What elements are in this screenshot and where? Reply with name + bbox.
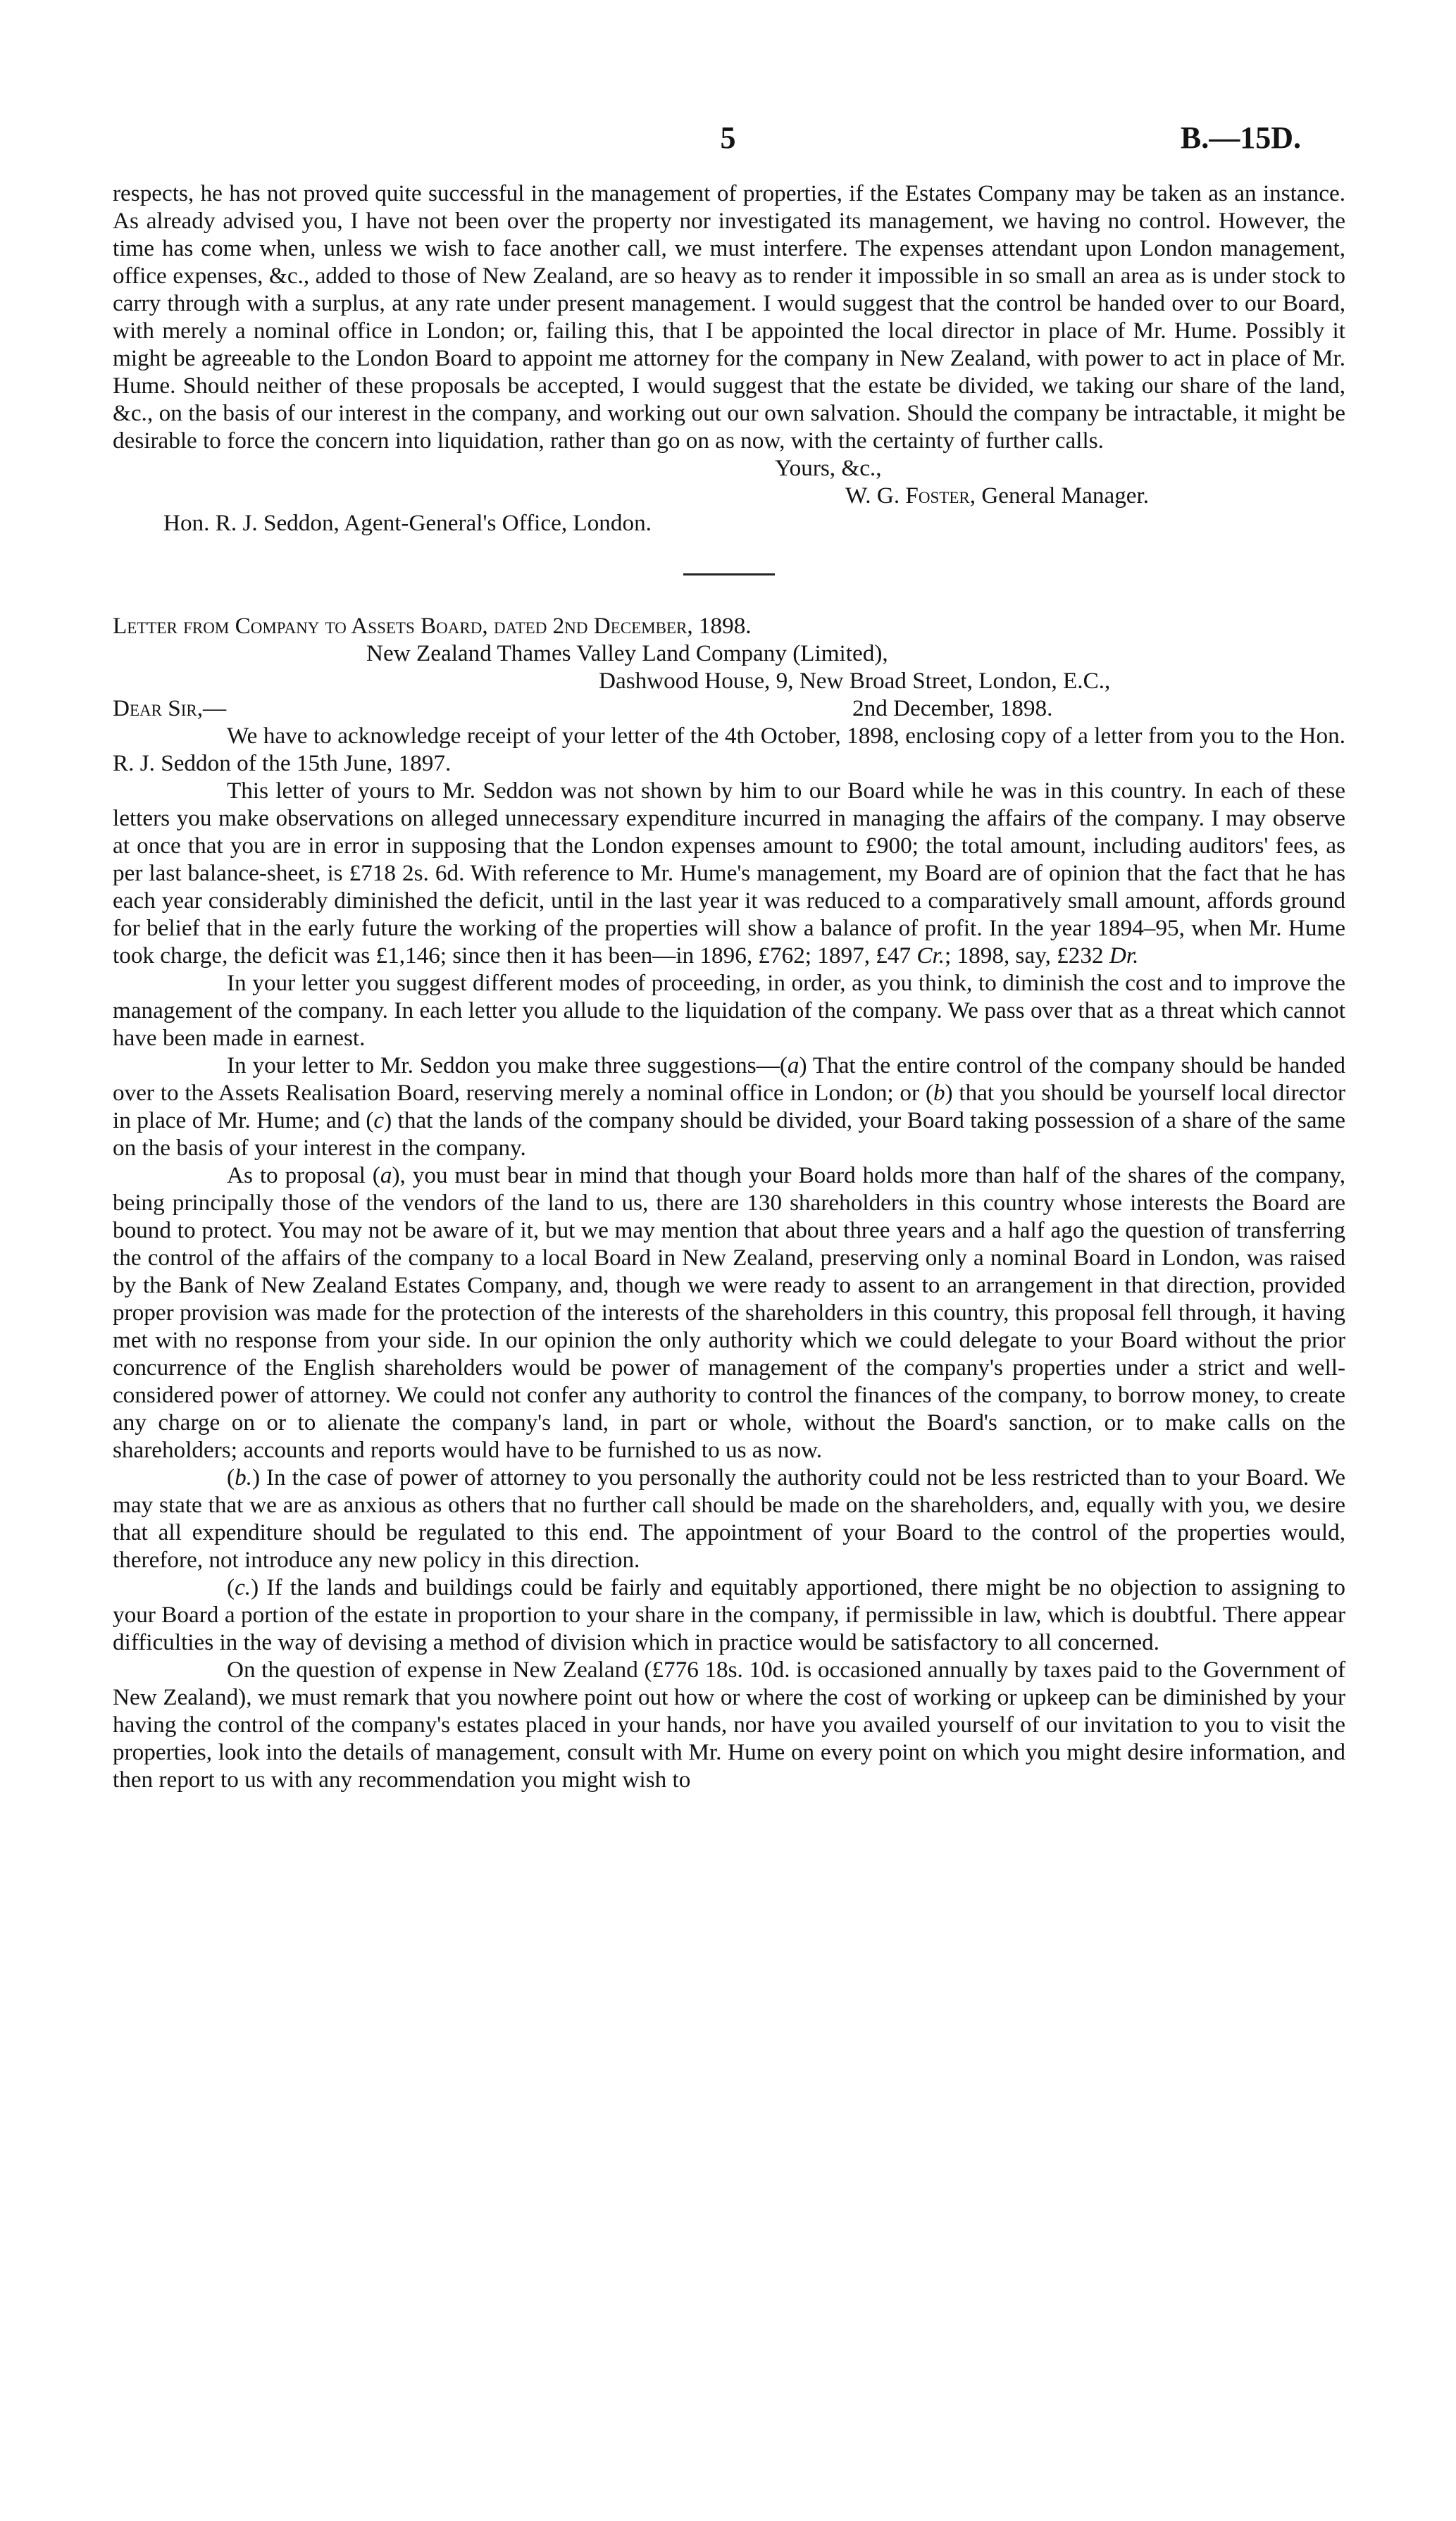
letter-title: Letter from Company to Assets Board, dated 2nd December, 1898. xyxy=(113,613,752,639)
paragraph-4 xyxy=(113,1052,1345,1162)
paragraph-2-text: This letter of yours to Mr. Seddon was not shown by him to our Board while he was in this country. In each of these letters you make observations on alleged unnecessary expenditure incurred in managing the affairs of the company. I may observe at once that you are in error in supposing that the London expenses amount to £900; the total amount, including auditors' fees, as per last balance-sheet, is £718 2s. 6d. With reference to Mr. Hume's management, my Board are of opinion that the fact that he has each year considerably diminished the deficit, until in the last year it was reduced to a comparatively small amount, affords ground for belief that in the early future the working of the properties will show a balance of profit. In the year 1894–95, when Mr. Hume took charge, the deficit was £1,146; since then it has been—in 1896, £762; 1897, £47 xyxy=(113,778,1345,969)
paragraph-5 xyxy=(113,1162,1345,1464)
paragraph-4-text-a: In your letter to Mr. Seddon you make three suggestions—( xyxy=(227,1052,788,1078)
letter-date: 2nd December, 1898. xyxy=(852,695,1053,721)
company-name-line: New Zealand Thames Valley Land Company (Limited), xyxy=(366,640,888,666)
paragraph-5-text-b: ), you must bear in mind that though your Board holds more than half of the shares of the company, being principally those of the vendors of the land to us, there are 130 shareholders in this country whose interests the Board are bound to protect. You may not be aware of it, but we may mention that about three years and a half ago the question of transferring the control of the affairs of the company to a local Board in New Zealand, preserving only a nominal Board in London, was raised by the Bank of New Zealand Estates Company, and, though we were ready to assent to an arrangement in that direction, provided proper provision was made for the protection of the interests of the shareholders in this country, this proposal fell through, it having met with no response from your side. In our opinion the only authority which we could delegate to your Board without the prior concurrence of the English shareholders would be power of management of the company's properties under a strict and well-considered power of attorney. We could not confer any authority to control the finances of the company, to borrow money, to create any charge on or to alienate the company's land, in part or whole, without the Board's sanction, or to make calls on the shareholders; accounts and reports would have to be furnished to us as now. xyxy=(113,1162,1345,1463)
paragraph-2 xyxy=(113,777,1345,969)
paragraph-4-text-b: ) That the entire control of the company should be handed over to the Assets Realisation Board, reserving merely a nominal office in London; or ( xyxy=(113,1052,1346,1106)
paragraph-5-text-a: As to proposal ( xyxy=(227,1162,380,1188)
paragraph-8: On the question of expense in New Zealand (£776 18s. 10d. is occasioned annually by taxes paid to the Government of New Zealand), we must remark that you nowhere point out how or where the cost of working or upkeep can be diminished by your having the control of the company's estates placed in your hands, nor have you availed yourself of our invitation to you to visit the properties, look into the details of management, consult with Mr. Hume on every point on which you might desire information, and then report to us with any recommendation you might wish to xyxy=(113,1657,1345,1793)
paragraph-4-text-c: ) that you should be yourself local director in place of Mr. Hume; and ( xyxy=(113,1080,1345,1133)
company-address-line: Dashwood House, 9, New Broad Street, London, E.C., xyxy=(599,668,1111,694)
signer-name: W. G. Foster xyxy=(845,483,970,509)
page-body xyxy=(113,180,1345,1793)
paragraph-6-open: ( xyxy=(227,1464,235,1490)
addressee-line: Hon. R. J. Seddon, Agent-General's Office, London. xyxy=(163,510,652,536)
paragraph-3: In your letter you suggest different modes of proceeding, in order, as you think, to diminish the cost and to improve the management of the company. In each letter you allude to the liquidation of the company. We pass over that as a threat which cannot have been made in earnest. xyxy=(113,970,1345,1051)
continuation-paragraph: respects, he has not proved quite successful in the management of properties, if the Estates Company may be taken as an instance. As already advised you, I have not been over the property nor investigated its management, we having no control. However, the time has come when, unless we wish to face another call, we must interfere. The expenses attendant upon London management, office expenses, &c., added to those of New Zealand, are so heavy as to render it impossible in so small an area as is under stock to carry through with a surplus, at any rate under present management. I would suggest that the control be handed over to our Board, with merely a nominal office in London; or, failing this, that I be appointed the local director in place of Mr. Hume. Possibly it might be agreeable to the London Board to appoint me attorney for the company in New Zealand, with power to act in place of Mr. Hume. Should neither of these proposals be accepted, I would suggest that the estate be divided, we taking our share of the land, &c., on the basis of our interest in the company, and working out our own salvation. Should the company be intractable, it might be desirable to force the concern into liquidation, rather than go on as now, with the certainty of further calls. xyxy=(113,180,1345,454)
paragraph-2-text-mid: ; 1898, say, £232 xyxy=(945,942,1104,969)
page-number: 5 xyxy=(720,120,736,155)
item-letter-a: a xyxy=(787,1052,799,1078)
page-header xyxy=(113,120,1343,162)
signature-line xyxy=(113,482,1345,509)
section-letter-c: c. xyxy=(235,1574,251,1600)
section-divider xyxy=(683,573,775,575)
section-letter-b: b. xyxy=(235,1464,252,1490)
proposal-letter-a: a xyxy=(380,1162,392,1188)
paragraph-1: We have to acknowledge receipt of your letter of the 4th October, 1898, enclosing copy of a letter from you to the Hon. R. J. Seddon of the 15th June, 1897. xyxy=(113,723,1345,776)
paragraph-7-text: ) If the lands and buildings could be fairly and equitably apportioned, there might be no objection to assigning to your Board a portion of the estate in proportion to your share in the company, if permissible in law, which is doubtful. There appear difficulties in the way of devising a method of division which in practice would be satisfactory to all concerned. xyxy=(113,1574,1345,1655)
item-letter-b: b xyxy=(933,1080,945,1106)
salutation: Dear Sir,— xyxy=(113,695,227,721)
letter-closing: Yours, &c., xyxy=(775,455,882,481)
paragraph-7 xyxy=(113,1574,1345,1656)
salutation-row xyxy=(113,695,1345,722)
credit-abbrev: Cr. xyxy=(916,942,945,969)
debit-abbrev: Dr. xyxy=(1109,942,1139,969)
paragraph-4-text-d: ) that the lands of the company should be divided, your Board taking possession of a share of the same on the basis of your interest in the company. xyxy=(113,1107,1345,1161)
signer-title: , General Manager. xyxy=(969,483,1150,509)
paragraph-7-open: ( xyxy=(227,1574,235,1600)
item-letter-c: c xyxy=(373,1107,385,1133)
paragraph-6-text: ) In the case of power of attorney to you personally the authority could not be less restricted than to your Board. We may state that we are as anxious as others that no further call should be made on the shareholders, and, equally with you, we desire that all expenditure should be regulated to this end. The appointment of your Board to the control of the properties would, therefore, not introduce any new policy in this direction. xyxy=(113,1464,1345,1573)
paragraph-6 xyxy=(113,1464,1345,1574)
document-reference: B.—15D. xyxy=(1180,120,1301,155)
